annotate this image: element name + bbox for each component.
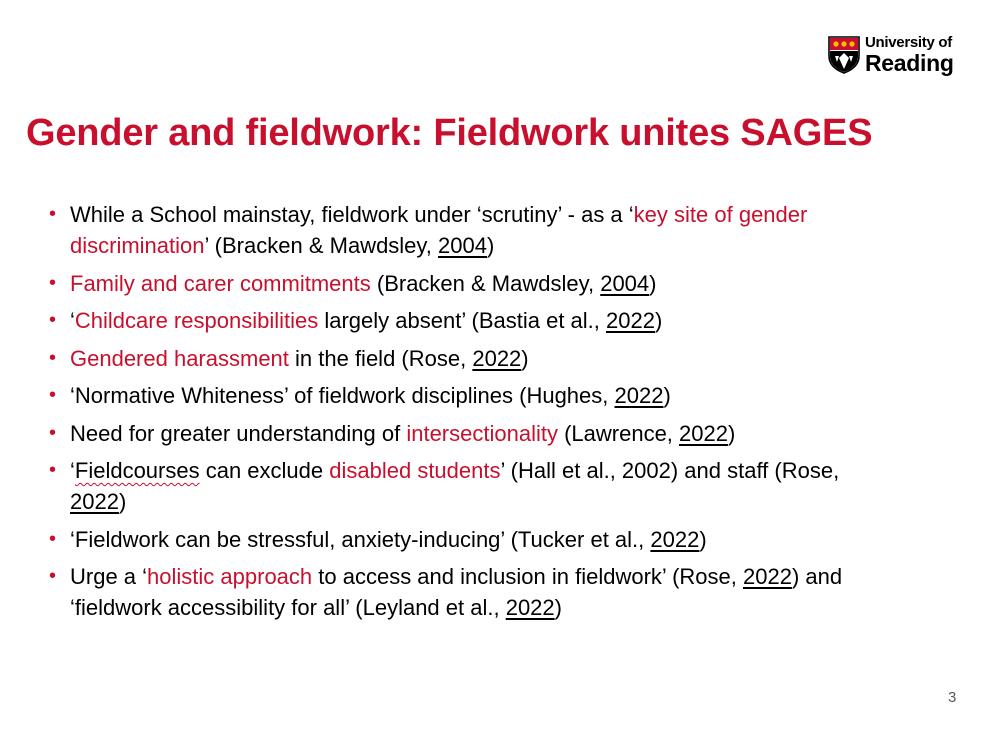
highlight-text: holistic approach	[147, 564, 313, 589]
highlight-text: Gendered harassment	[70, 345, 289, 371]
slide-title: Gender and fieldwork: Fieldwork unites SAGES	[26, 112, 873, 154]
bullet-text: (Lawrence,	[557, 420, 680, 446]
bullet-item	[70, 305, 870, 336]
shield-crest-icon	[828, 36, 860, 74]
bullet-text: ’ (Hall et al., 2002) and staff (Rose,	[500, 458, 840, 483]
bullet-item	[70, 455, 870, 517]
highlight-text: key site of gender discrimination	[70, 202, 808, 258]
bullet-text: )	[654, 308, 663, 333]
bullet-item	[70, 418, 870, 449]
bullet-item	[70, 268, 870, 299]
bullet-item	[70, 561, 870, 623]
bullet-text: )	[554, 595, 562, 620]
bullet-item	[70, 380, 870, 411]
bullet-text: Urge a ‘	[70, 564, 148, 589]
bullet-text: Need for greater understanding of	[70, 420, 407, 446]
bullet-text: ‘	[70, 458, 75, 483]
citation-link[interactable]: 2022	[472, 345, 522, 371]
bullet-text: (Bracken & Mawdsley,	[370, 270, 601, 296]
wordmark-line-1: University of	[865, 34, 952, 51]
highlight-text: Childcare responsibilities	[74, 308, 319, 333]
bullet-text: )	[699, 526, 707, 552]
bullet-text: ‘Normative Whiteness’ of fieldwork disciplines (Hughes,	[70, 383, 615, 408]
bullet-text: ’ (Bracken & Mawdsley,	[204, 233, 439, 258]
citation-link[interactable]: 2004	[438, 233, 487, 258]
bullet-text: )	[727, 420, 736, 446]
bullet-text: can exclude	[199, 458, 330, 483]
bullet-text: )	[118, 489, 127, 514]
highlight-text: intersectionality	[406, 420, 558, 446]
bullet-text: )	[649, 270, 657, 296]
bullet-text: ) and ‘fieldwork accessibility for all’ (Leyland et al.,	[70, 564, 843, 620]
university-wordmark	[865, 34, 954, 75]
citation-link[interactable]: 2022	[742, 564, 792, 589]
bullet-text: )	[521, 345, 529, 371]
page-number: 3	[948, 689, 957, 706]
bullet-text: )	[663, 383, 671, 408]
bullet-item	[70, 343, 870, 374]
highlight-text: disabled students	[329, 458, 501, 483]
bullet-text: in the field (Rose,	[288, 345, 473, 371]
citation-link[interactable]: 2022	[606, 308, 655, 333]
bullet-text: largely absent’ (Bastia et al.,	[318, 308, 607, 333]
bullet-text: )	[486, 233, 495, 258]
bullet-text: ‘	[70, 308, 75, 333]
citation-link[interactable]: 2022	[70, 489, 119, 514]
citation-link[interactable]: 2022	[614, 383, 664, 408]
bullet-text: While a School mainstay, fieldwork under ‘scrutiny’ - as a ‘	[70, 202, 634, 227]
bullet-item	[70, 524, 870, 555]
citation-link[interactable]: 2022	[679, 420, 728, 446]
citation-link[interactable]: 2022	[505, 595, 555, 620]
bullet-list	[70, 199, 870, 630]
citation-link[interactable]: 2004	[600, 270, 650, 296]
citation-link[interactable]: 2022	[650, 526, 700, 552]
university-logo	[828, 34, 968, 78]
wordmark-line-2: Reading	[865, 50, 954, 76]
bullet-text: to access and inclusion in fieldwork’ (Rose,	[312, 564, 743, 589]
highlight-text: Family and carer commitments	[70, 270, 371, 296]
bullet-item	[70, 199, 870, 261]
bullet-text: ‘Fieldwork can be stressful, anxiety-inducing’ (Tucker et al.,	[70, 526, 651, 552]
spellcheck-flagged-word: Fieldcourses	[74, 458, 200, 483]
